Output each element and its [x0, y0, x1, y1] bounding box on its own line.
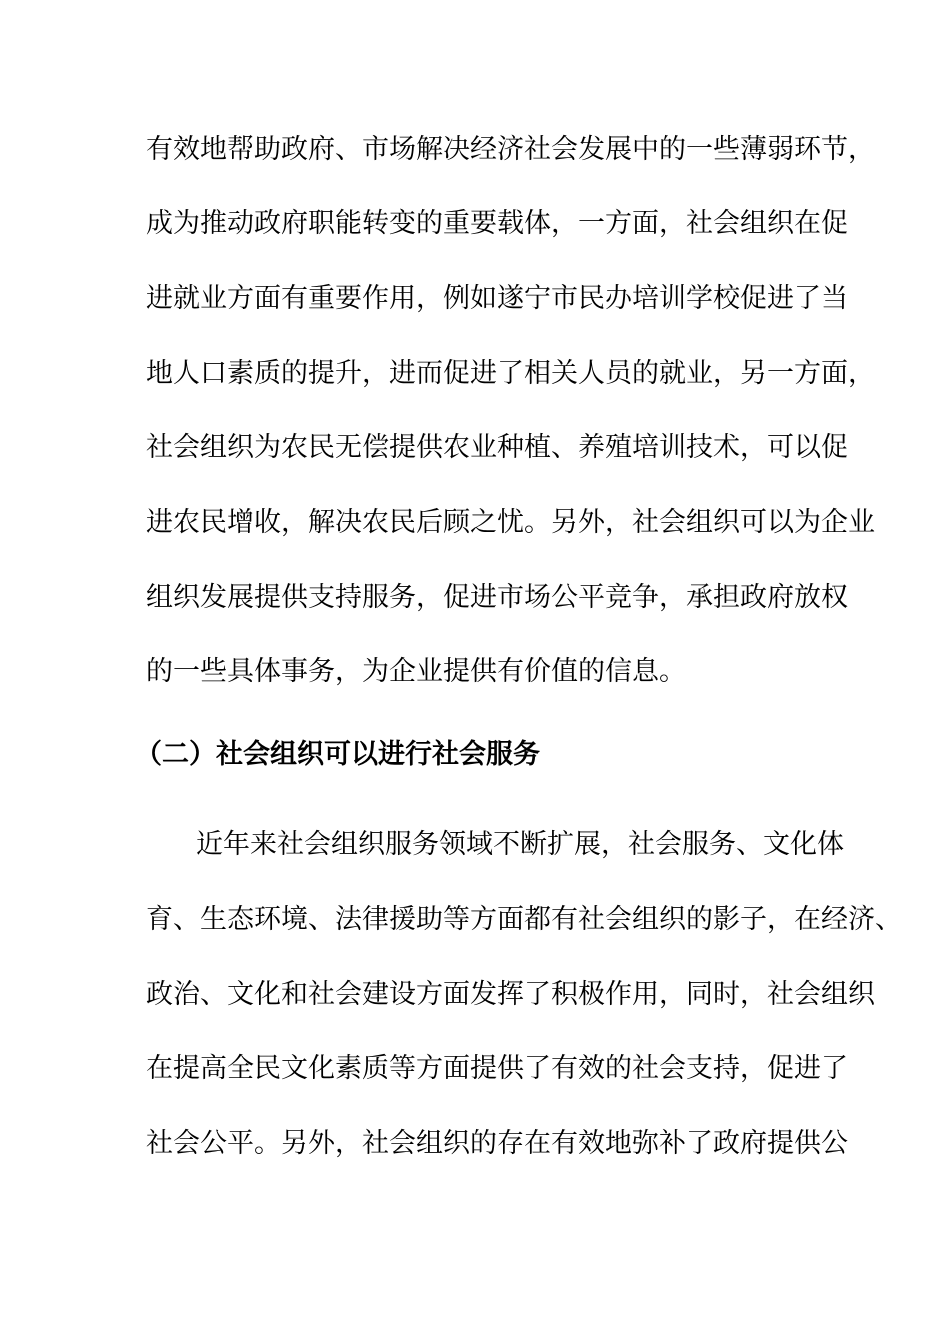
paragraph-1-line-3: 进就业方面有重要作用，例如遂宁市民办培训学校促进了当: [146, 283, 848, 314]
paragraph-2-line-2: 育、生态环境、法律援助等方面都有社会组织的影子，在经济、: [146, 904, 902, 935]
paragraph-1-line-2: 成为推动政府职能转变的重要载体，一方面，社会组织在促: [146, 208, 848, 239]
paragraph-1-line-1: 有效地帮助政府、市场解决经济社会发展中的一些薄弱环节，: [146, 134, 875, 165]
paragraph-2-line-3: 政治、文化和社会建设方面发挥了积极作用，同时，社会组织: [146, 979, 875, 1010]
paragraph-2-line-4: 在提高全民文化素质等方面提供了有效的社会支持，促进了: [146, 1053, 848, 1084]
paragraph-1-line-5: 社会组织为农民无偿提供农业种植、养殖培训技术，可以促: [146, 432, 848, 463]
paragraph-1-line-7: 组织发展提供支持服务，促进市场公平竞争，承担政府放权: [146, 582, 848, 613]
paragraph-2-line-1: 近年来社会组织服务领域不断扩展，社会服务、文化体: [196, 829, 844, 860]
paragraph-1-line-6: 进农民增收，解决农民后顾之忧。另外，社会组织可以为企业: [146, 507, 875, 538]
paragraph-2-line-5: 社会公平。另外，社会组织的存在有效地弥补了政府提供公: [146, 1128, 848, 1159]
section-heading: （二）社会组织可以进行社会服务: [135, 739, 540, 770]
paragraph-1-line-4: 地人口素质的提升，进而促进了相关人员的就业，另一方面，: [146, 358, 875, 389]
paragraph-1-line-8: 的一些具体事务，为企业提供有价值的信息。: [146, 656, 686, 687]
